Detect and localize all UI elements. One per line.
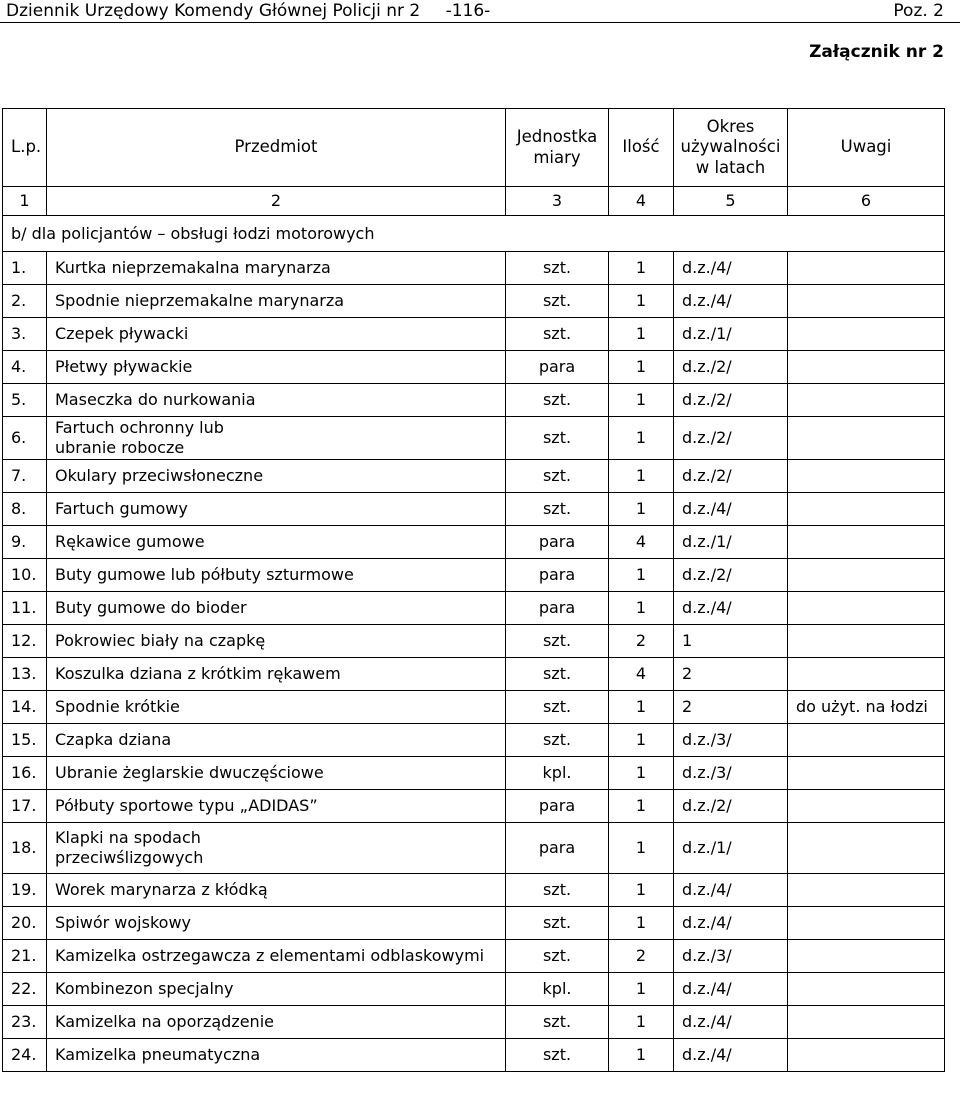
item-unit: szt. [506,691,609,724]
table-row [3,559,945,592]
item-name: Czapka dziana [47,724,506,757]
item-period: d.z./2/ [674,417,788,460]
table-row [3,384,945,417]
item-unit: szt. [506,658,609,691]
item-unit: kpl. [506,757,609,790]
item-unit: szt. [506,724,609,757]
item-name: Czepek pływacki [47,318,506,351]
item-unit: para [506,526,609,559]
row-number: 20. [3,907,47,940]
table-row [3,351,945,384]
table-row [3,973,945,1006]
table-row [3,757,945,790]
item-name: Fartuch gumowy [47,493,506,526]
item-unit: kpl. [506,973,609,1006]
column-number: 4 [609,187,674,216]
table-row [3,724,945,757]
table-row [3,940,945,973]
column-number: 2 [47,187,506,216]
item-name: Kombinezon specjalny [47,973,506,1006]
item-name: Rękawice gumowe [47,526,506,559]
row-number: 16. [3,757,47,790]
item-remarks [788,823,945,874]
item-period: d.z./4/ [674,874,788,907]
item-quantity: 1 [609,252,674,285]
item-unit: szt. [506,460,609,493]
table-row [3,592,945,625]
item-name: Klapki na spodach przeciwślizgowych [47,823,506,874]
journal-title: Dziennik Urzędowy Komendy Głównej Policji nr 2 [6,1,421,21]
item-name: Spiwór wojskowy [47,907,506,940]
table-row [3,318,945,351]
table-row [3,874,945,907]
row-number: 17. [3,790,47,823]
item-remarks [788,559,945,592]
item-name: Worek marynarza z kłódką [47,874,506,907]
row-number: 13. [3,658,47,691]
item-remarks [788,318,945,351]
row-number: 6. [3,417,47,460]
item-quantity: 4 [609,658,674,691]
item-quantity: 1 [609,823,674,874]
item-quantity: 1 [609,559,674,592]
row-number: 1. [3,252,47,285]
item-name: Kamizelka na oporządzenie [47,1006,506,1039]
item-unit: para [506,559,609,592]
item-quantity: 1 [609,757,674,790]
row-number: 12. [3,625,47,658]
item-unit: szt. [506,1039,609,1072]
item-remarks [788,973,945,1006]
table-row [3,417,945,460]
column-number: 3 [506,187,609,216]
item-unit: para [506,790,609,823]
table-row [3,252,945,285]
item-quantity: 4 [609,526,674,559]
table-row [3,658,945,691]
item-quantity: 1 [609,1039,674,1072]
item-period: d.z./4/ [674,907,788,940]
item-remarks [788,1006,945,1039]
item-remarks: do użyt. na łodzi [788,691,945,724]
item-name: Kamizelka ostrzegawcza z elementami odblaskowymi [47,940,506,973]
item-period: d.z./4/ [674,252,788,285]
item-remarks [788,592,945,625]
item-remarks [788,460,945,493]
item-period: d.z./4/ [674,1039,788,1072]
row-number: 24. [3,1039,47,1072]
item-unit: szt. [506,318,609,351]
item-remarks [788,658,945,691]
item-quantity: 1 [609,874,674,907]
item-name: Ubranie żeglarskie dwuczęściowe [47,757,506,790]
item-quantity: 1 [609,790,674,823]
column-number: 1 [3,187,47,216]
item-quantity: 1 [609,1006,674,1039]
header-remarks: Uwagi [788,109,945,187]
row-number: 18. [3,823,47,874]
section-row [3,216,945,252]
page-number: -116- [445,1,491,21]
row-number: 10. [3,559,47,592]
item-quantity: 1 [609,384,674,417]
table-row [3,460,945,493]
table-row [3,625,945,658]
item-period: 2 [674,691,788,724]
item-remarks [788,384,945,417]
item-unit: para [506,351,609,384]
section-title: b/ dla policjantów – obsługi łodzi motorowych [3,216,945,252]
item-remarks [788,874,945,907]
column-numbers [3,187,945,216]
item-unit: para [506,823,609,874]
item-remarks [788,940,945,973]
item-unit: szt. [506,493,609,526]
header-unit: Jednostka miary [506,109,609,187]
item-remarks [788,285,945,318]
item-quantity: 2 [609,940,674,973]
item-remarks [788,625,945,658]
table-row [3,1006,945,1039]
item-remarks [788,417,945,460]
table-row [3,493,945,526]
item-unit: szt. [506,384,609,417]
table-row [3,285,945,318]
item-name: Spodnie krótkie [47,691,506,724]
item-name: Okulary przeciwsłoneczne [47,460,506,493]
column-number: 5 [674,187,788,216]
row-number: 11. [3,592,47,625]
item-period: d.z./1/ [674,823,788,874]
item-quantity: 1 [609,907,674,940]
item-name: Fartuch ochronny lub ubranie robocze [47,417,506,460]
item-name: Półbuty sportowe typu „ADIDAS” [47,790,506,823]
item-name: Buty gumowe lub półbuty szturmowe [47,559,506,592]
row-number: 23. [3,1006,47,1039]
item-quantity: 1 [609,417,674,460]
row-number: 3. [3,318,47,351]
item-unit: szt. [506,940,609,973]
item-quantity: 1 [609,351,674,384]
table-row [3,790,945,823]
item-name: Kamizelka pneumatyczna [47,1039,506,1072]
row-number: 15. [3,724,47,757]
item-remarks [788,757,945,790]
item-period: d.z./3/ [674,724,788,757]
item-period: d.z./2/ [674,460,788,493]
item-name: Płetwy pływackie [47,351,506,384]
header-lp: L.p. [3,109,47,187]
row-number: 2. [3,285,47,318]
row-number: 5. [3,384,47,417]
table-row [3,691,945,724]
item-remarks [788,526,945,559]
item-unit: para [506,592,609,625]
position-number: Poz. 2 [893,1,944,21]
page-header [0,0,960,23]
item-period: d.z./4/ [674,1006,788,1039]
item-quantity: 1 [609,285,674,318]
item-period: d.z./3/ [674,757,788,790]
item-period: d.z./4/ [674,592,788,625]
item-quantity: 1 [609,973,674,1006]
table-row [3,907,945,940]
header-period: Okres używalności w latach [674,109,788,187]
item-quantity: 2 [609,625,674,658]
item-quantity: 1 [609,460,674,493]
item-period: d.z./4/ [674,493,788,526]
table-row [3,1039,945,1072]
row-number: 19. [3,874,47,907]
row-number: 21. [3,940,47,973]
item-unit: szt. [506,285,609,318]
item-period: d.z./3/ [674,940,788,973]
item-quantity: 1 [609,493,674,526]
item-remarks [788,351,945,384]
table-row [3,526,945,559]
item-period: d.z./2/ [674,384,788,417]
row-number: 22. [3,973,47,1006]
item-period: d.z./1/ [674,526,788,559]
item-quantity: 1 [609,724,674,757]
item-unit: szt. [506,625,609,658]
table-row [3,823,945,874]
item-period: 2 [674,658,788,691]
header-item: Przedmiot [47,109,506,187]
item-remarks [788,724,945,757]
item-unit: szt. [506,907,609,940]
item-name: Kurtka nieprzemakalna marynarza [47,252,506,285]
item-unit: szt. [506,252,609,285]
item-period: d.z./2/ [674,351,788,384]
item-unit: szt. [506,417,609,460]
item-quantity: 1 [609,691,674,724]
item-quantity: 1 [609,592,674,625]
item-name: Koszulka dziana z krótkim rękawem [47,658,506,691]
item-period: d.z./1/ [674,318,788,351]
item-period: d.z./2/ [674,790,788,823]
item-period: d.z./2/ [674,559,788,592]
header-quantity: Ilość [609,109,674,187]
item-unit: szt. [506,874,609,907]
item-name: Buty gumowe do bioder [47,592,506,625]
row-number: 4. [3,351,47,384]
row-number: 9. [3,526,47,559]
annex-title: Załącznik nr 2 [809,42,944,62]
row-number: 7. [3,460,47,493]
item-remarks [788,493,945,526]
item-name: Pokrowiec biały na czapkę [47,625,506,658]
column-number: 6 [788,187,945,216]
row-number: 8. [3,493,47,526]
item-period: d.z./4/ [674,285,788,318]
item-period: d.z./4/ [674,973,788,1006]
item-period: 1 [674,625,788,658]
item-name: Maseczka do nurkowania [47,384,506,417]
item-remarks [788,252,945,285]
item-remarks [788,790,945,823]
item-remarks [788,1039,945,1072]
item-quantity: 1 [609,318,674,351]
equipment-table [2,108,945,1072]
row-number: 14. [3,691,47,724]
item-remarks [788,907,945,940]
column-headers [3,109,945,187]
item-unit: szt. [506,1006,609,1039]
item-name: Spodnie nieprzemakalne marynarza [47,285,506,318]
